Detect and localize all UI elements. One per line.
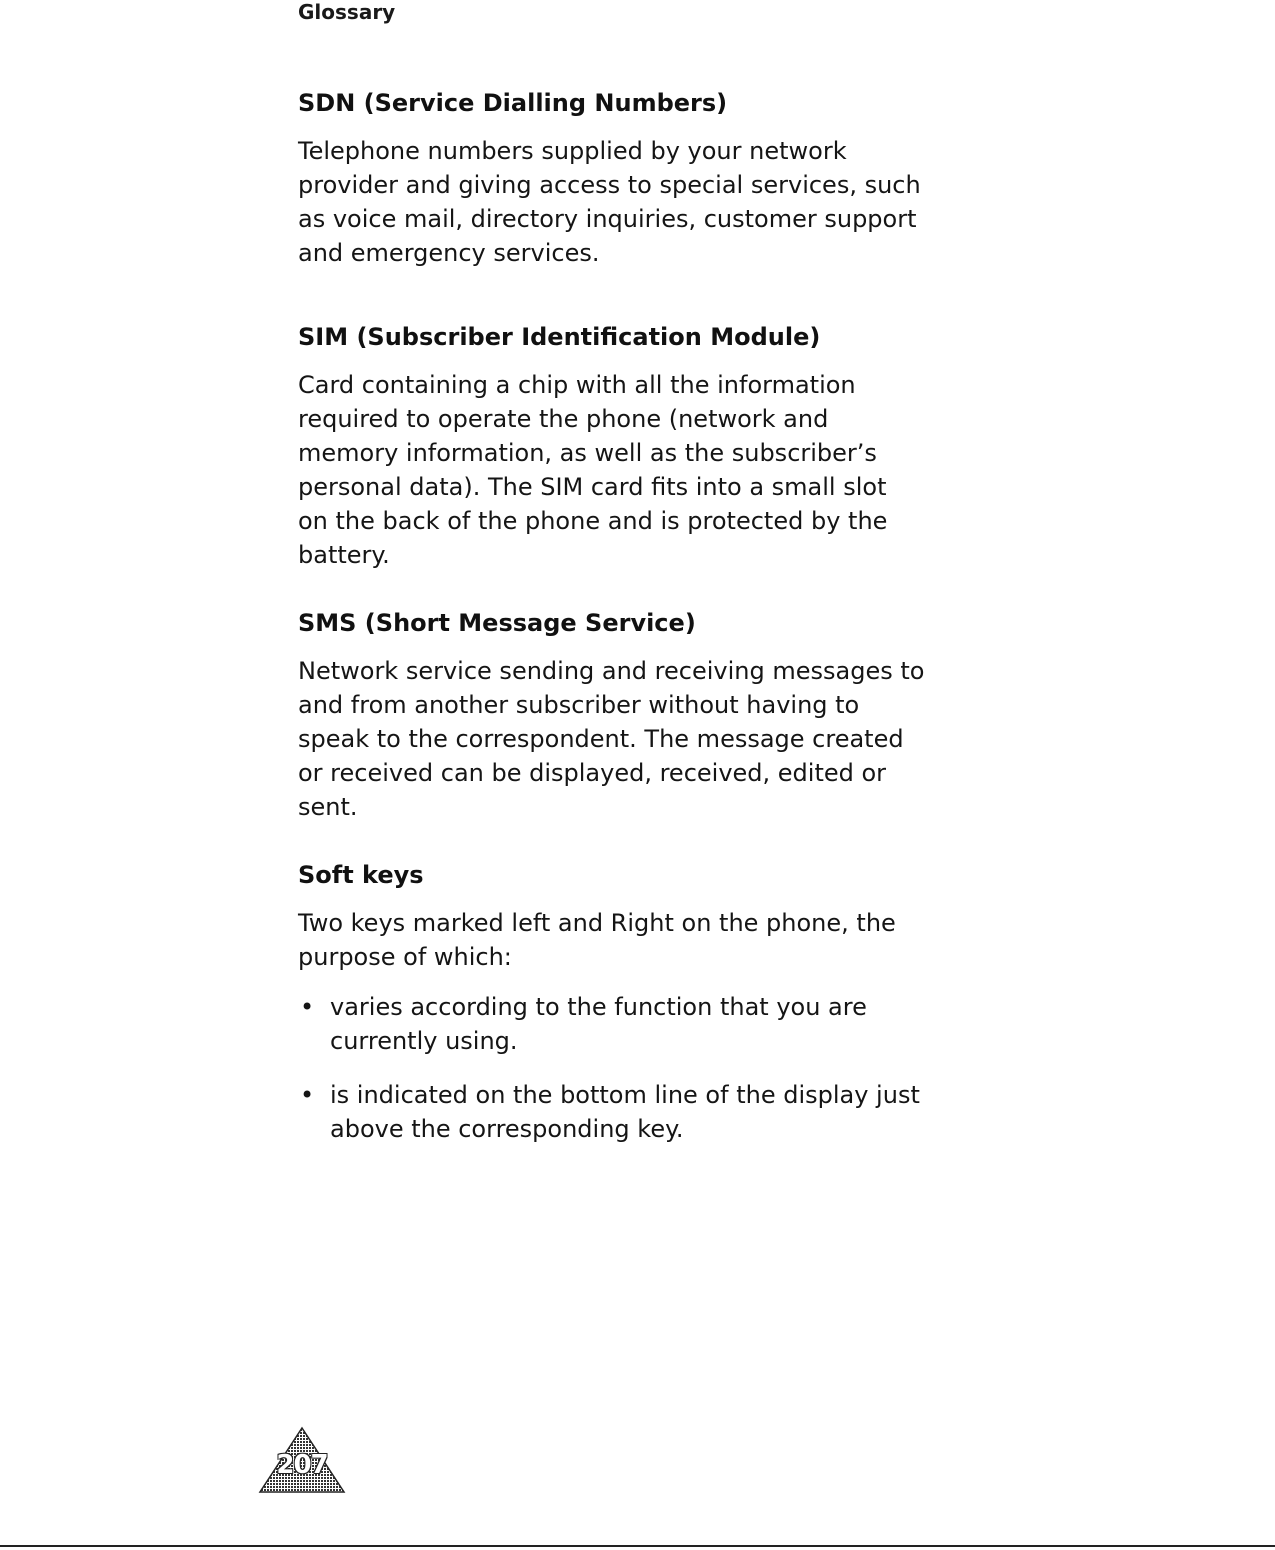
glossary-entry-sms [298,606,978,824]
entry-term: Soft keys [298,861,424,889]
entry-term: SMS (Short Message Service) [298,609,696,637]
definition-line: speak to the correspondent. The message created [298,725,904,753]
definition-line: Telephone numbers supplied by your network [298,137,847,165]
definition-line: personal data). The SIM card fits into a small slot [298,473,887,501]
definition-line: Network service sending and receiving messages to [298,657,925,685]
bottom-rule [0,1545,1275,1547]
definition-line: on the back of the phone and is protected by the [298,507,888,535]
definition-line: memory information, as well as the subscriber’s [298,439,877,467]
entry-term: SDN (Service Dialling Numbers) [298,89,728,117]
list-item [298,1078,978,1146]
definition-line: and from another subscriber without having to [298,691,860,719]
bullet-list [298,990,978,1146]
definition-line: as voice mail, directory inquiries, customer support [298,205,917,233]
glossary-entry-sdn [298,86,978,270]
definition-line: sent. [298,793,358,821]
entry-definition [298,654,978,824]
entry-definition [298,368,978,572]
list-item [298,990,978,1058]
bullet-icon: • [300,993,315,1021]
bullet-line: is indicated on the bottom line of the display just [330,1081,920,1109]
definition-line: Two keys marked left and Right on the phone, the [298,909,896,937]
bullet-icon: • [300,1081,315,1109]
entry-definition [298,906,978,974]
definition-line: battery. [298,541,390,569]
definition-line: or received can be displayed, received, edited or [298,759,887,787]
glossary-entry-sim [298,320,978,572]
page-number: 207 [276,1450,328,1480]
glossary-entry-soft-keys [298,858,978,1146]
bullet-line: currently using. [330,1027,518,1055]
definition-line: and emergency services. [298,239,600,267]
definition-line: Card containing a chip with all the information [298,371,856,399]
definition-line: required to operate the phone (network and [298,405,829,433]
entry-definition [298,134,978,270]
bullet-line: above the corresponding key. [330,1115,684,1143]
page-number-badge [258,1426,346,1494]
running-header: Glossary [298,0,396,24]
bullet-line: varies according to the function that you are [330,993,867,1021]
definition-line: provider and giving access to special services, such [298,171,921,199]
glossary-content [298,86,978,1146]
definition-line: purpose of which: [298,943,512,971]
entry-term: SIM (Subscriber Identification Module) [298,323,821,351]
